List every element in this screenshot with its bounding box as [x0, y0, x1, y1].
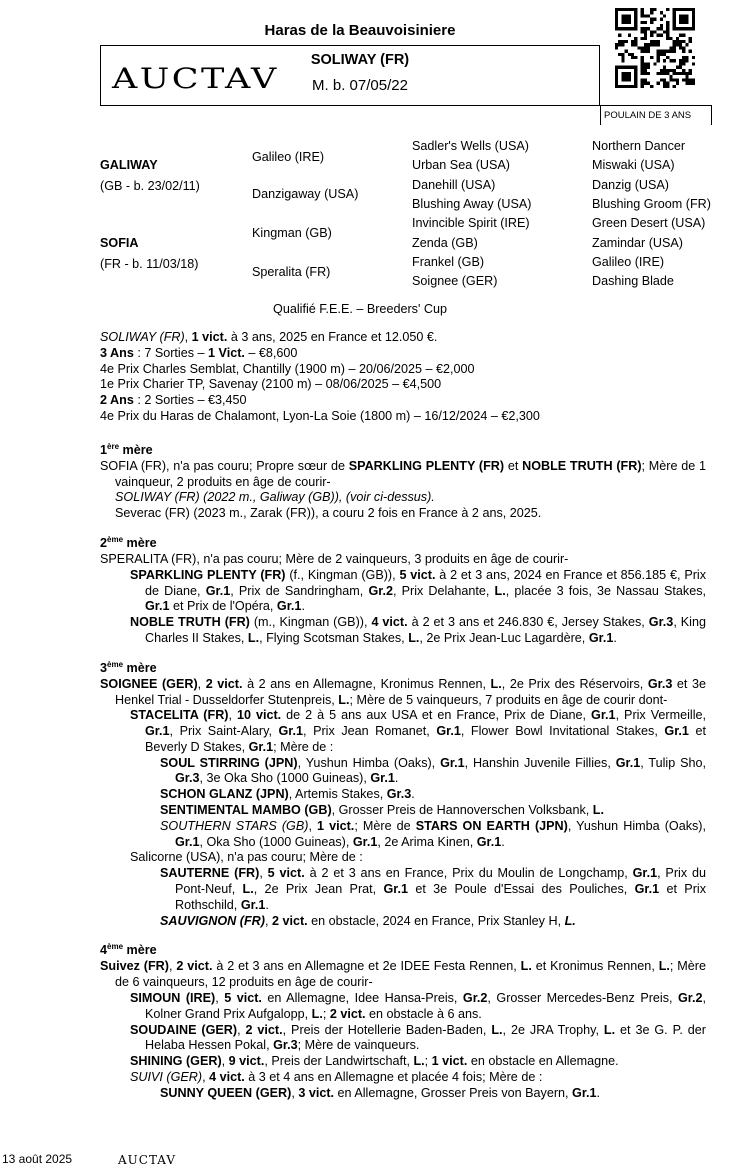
horse-details: M. b. 07/05/22 [312, 77, 408, 94]
pedigree-gen2: Galileo (IRE) [252, 150, 325, 164]
produce-entry: STACELITA (FR), 10 vict. de 2 à 5 ans aux USA et en France, Prix de Diane, Gr.1, Prix Vermeille, Gr.1, Prix Saint-Alary, Gr.1, Prix Jean Romanet, Gr.1, Flower Bowl Invitational Stakes, Gr.1 et Beverly D Stakes, Gr.1; Mère de : [130, 708, 707, 754]
dam-name: SOFIA [100, 236, 139, 250]
pedigree-gen2: Speralita (FR) [252, 265, 331, 279]
section-title-3rd-dam: 3ème mère [100, 659, 157, 675]
produce-entry: SOLIWAY (FR) (2022 m., Galiway (GB)), (voir ci-dessus). [115, 490, 435, 505]
pedigree-gen4: Zamindar (USA) [592, 236, 683, 250]
pedigree-gen3: Zenda (GB) [412, 236, 478, 250]
pedigree-gen4: Miswaki (USA) [592, 158, 675, 172]
produce-entry: SPARKLING PLENTY (FR) (f., Kingman (GB)), 5 vict. à 2 et 3 ans, 2024 en France et 856.185 €, Prix de Diane, Gr.1, Prix de Sandringham, Gr.2, Prix Delahante, L., placée 3 fois, 3e Nassau Stakes, Gr.1 et Prix de l'Opéra, Gr.1. [130, 567, 707, 614]
produce-entry: SOUL STIRRING (JPN), Yushun Himba (Oaks), Gr.1, Hanshin Juvenile Fillies, Gr.1, Tulip Sho, Gr.3, 3e Oka Sho (1000 Guineas), Gr.1. [160, 755, 706, 786]
pedigree-gen4: Danzig (USA) [592, 178, 669, 192]
produce-entry: SENTIMENTAL MAMBO (GB), Grosser Preis de Hannoverschen Volksbank, L. [160, 803, 604, 818]
produce-entry: SAUTERNE (FR), 5 vict. à 2 et 3 ans en France, Prix du Moulin de Longchamp, Gr.1, Prix du Pont-Neuf, L., 2e Prix Jean Prat, Gr.1 et 3e Poule d'Essai des Pouliches, Gr.1 et Prix Rothschild, Gr.1. [160, 866, 706, 912]
produce-entry: SOUDAINE (GER), 2 vict., Preis der Hotellerie Baden-Baden, L., 2e JRA Trophy, L. et 3e G. P. der Helaba Hessen Pokal, Gr.3; Mère de vainqueurs. [130, 1022, 706, 1053]
pedigree-gen3: Sadler's Wells (USA) [412, 139, 529, 153]
age-category-label: POULAIN DE 3 ANS [604, 110, 692, 121]
dam-entry: SPERALITA (FR), n'a pas couru; Mère de 2 vainqueurs, 3 produits en âge de courir- [100, 551, 569, 566]
race-result: 4e Prix du Haras de Chalamont, Lyon-La Soie (1800 m) – 16/12/2024 – €2,300 [100, 408, 540, 423]
dam-entry: Suivez (FR), 2 vict. à 2 et 3 ans en Allemagne et 2e IDEE Festa Rennen, L. et Kronimus Rennen, L.; Mère de 6 vainqueurs, 12 produits en âge de courir- [100, 959, 706, 990]
race-result: 4e Prix Charles Semblat, Chantilly (1900 m) – 20/06/2025 – €2,000 [100, 361, 475, 376]
produce-entry: SUIVI (GER), 4 vict. à 3 et 4 ans en Allemagne et placée 4 fois; Mère de : [130, 1070, 543, 1085]
pedigree-gen4: Galileo (IRE) [592, 255, 665, 269]
race-stats-3yo: 3 Ans : 7 Sorties – 1 Vict. – €8,600 [100, 345, 298, 360]
footer-date: 13 août 2025 [2, 1152, 73, 1166]
auctav-logo: AUCTAV [112, 62, 279, 95]
produce-entry: Severac (FR) (2023 m., Zarak (FR)), a couru 2 fois en France à 2 ans, 2025. [115, 506, 542, 521]
produce-entry: SCHON GLANZ (JPN), Artemis Stakes, Gr.3. [160, 787, 415, 802]
haras-name: Haras de la Beauvoisiniere [264, 22, 456, 39]
produce-entry: Salicorne (USA), n'a pas couru; Mère de : [130, 850, 363, 865]
qualification-note: Qualifié F.E.E. – Breeders' Cup [273, 302, 447, 316]
pedigree-gen4: Dashing Blade [592, 274, 674, 288]
section-title-4th-dam: 4ème mère [100, 942, 157, 958]
produce-entry: NOBLE TRUTH (FR) (m., Kingman (GB)), 4 vict. à 2 et 3 ans et 246.830 €, Jersey Stakes, Gr.3, King Charles II Stakes, L., Flying Scotsman Stakes, L., 2e Prix Jean-Luc Lagardère, Gr.1. [130, 615, 706, 645]
dam-entry: SOFIA (FR), n'a pas couru; Propre sœur de SPARKLING PLENTY (FR) et NOBLE TRUTH (FR); Mère de 1 vainqueur, 2 produits en âge de courir- [100, 458, 706, 489]
dam-info: (FR - b. 11/03/18) [100, 257, 199, 271]
race-stats-2yo: 2 Ans : 2 Sorties – €3,450 [100, 393, 247, 408]
produce-entry: SHINING (GER), 9 vict., Preis der Landwirtschaft, L.; 1 vict. en obstacle en Allemagne. [130, 1054, 619, 1069]
section-title-1st-dam: 1ère mère [100, 441, 153, 457]
produce-entry: SUNNY QUEEN (GER), 3 vict. en Allemagne, Grosser Preis von Bayern, Gr.1. [160, 1085, 601, 1100]
catalogue-body [100, 330, 706, 1102]
pedigree-gen3: Urban Sea (USA) [412, 158, 510, 172]
sire-info: (GB - b. 23/02/11) [100, 179, 200, 193]
dam-entry: SOIGNEE (GER), 2 vict. à 2 ans en Allemagne, Kronimus Rennen, L., 2e Prix des Réservoirs, Gr.3 et 3e Henkel Trial - Dusseldorfer Stutenpreis, L.; Mère de 5 vainqueurs, 7 produits en âge de courir dont- [100, 676, 706, 707]
pedigree-gen3: Soignee (GER) [412, 274, 498, 288]
poulain-rule-right [711, 105, 712, 125]
race-summary: SOLIWAY (FR), 1 vict. à 3 ans, 2025 en France et 12.050 €. [100, 330, 438, 344]
section-title-2nd-dam: 2ème mère [100, 534, 157, 551]
pedigree-gen3: Danehill (USA) [412, 178, 496, 192]
pedigree-gen3: Blushing Away (USA) [412, 197, 532, 211]
pedigree-gen2: Danzigaway (USA) [252, 187, 359, 201]
sire-name: GALIWAY [100, 158, 158, 172]
footer-logo: AUCTAV [118, 1153, 177, 1167]
qr-code-icon [615, 8, 695, 88]
poulain-rule-left [600, 105, 601, 125]
pedigree-gen2: Kingman (GB) [252, 226, 332, 240]
produce-entry: SIMOUN (IRE), 5 vict. en Allemagne, Idee Hansa-Preis, Gr.2, Grosser Mercedes-Benz Preis, Gr.2, Kolner Grand Prix Aufgalopp, L.; 2 vict. en obstacle à 6 ans. [130, 991, 707, 1021]
horse-name: SOLIWAY (FR) [310, 52, 410, 68]
pedigree-gen3: Invincible Spirit (IRE) [412, 216, 530, 230]
produce-entry: SAUVIGNON (FR), 2 vict. en obstacle, 2024 en France, Prix Stanley H, L. [160, 913, 576, 928]
pedigree-gen4: Northern Dancer [592, 139, 686, 153]
pedigree-gen3: Frankel (GB) [412, 255, 485, 269]
pedigree-gen4: Blushing Groom (FR) [592, 197, 711, 211]
race-result: 1e Prix Charier TP, Savenay (2100 m) – 08/06/2025 – €4,500 [100, 377, 442, 392]
produce-entry: SOUTHERN STARS (GB), 1 vict.; Mère de STARS ON EARTH (JPN), Yushun Himba (Oaks), Gr.1, Oka Sho (1000 Guineas), Gr.1, 2e Arima Kinen, Gr.1. [160, 818, 706, 849]
pedigree-gen4: Green Desert (USA) [592, 216, 706, 230]
header-divider [100, 105, 712, 106]
